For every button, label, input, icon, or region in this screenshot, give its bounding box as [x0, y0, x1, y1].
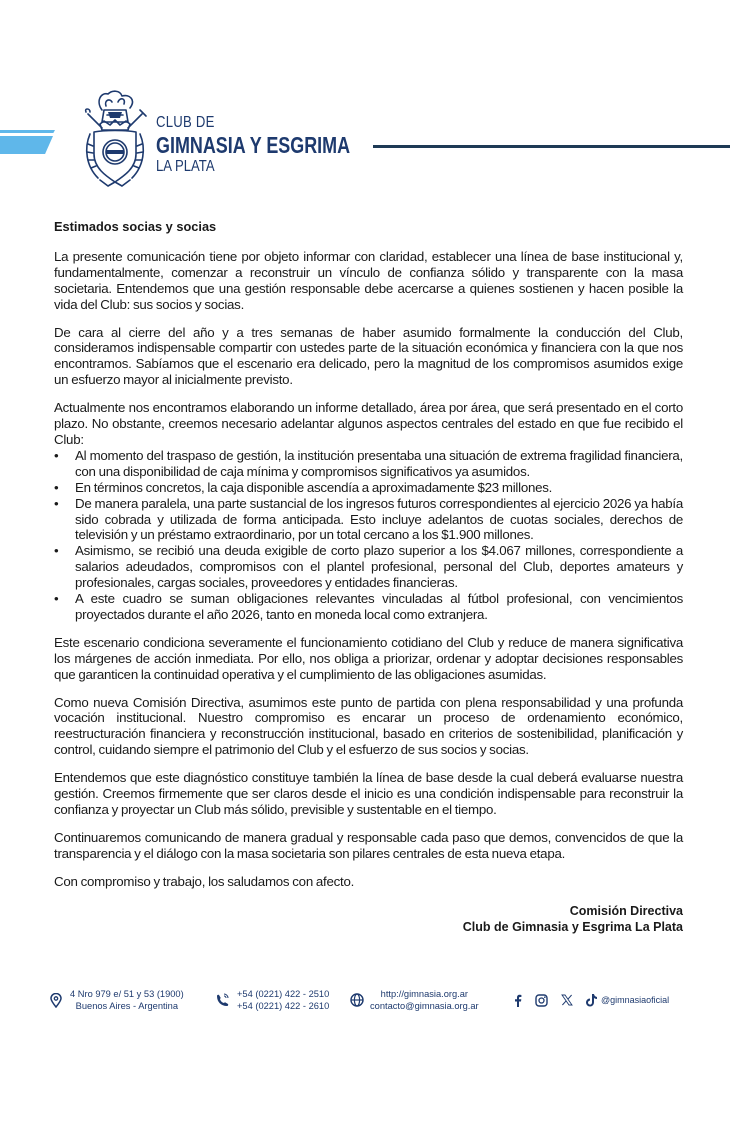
- list-item: [54, 448, 683, 480]
- list-item: [54, 480, 683, 496]
- phone-number-2[interactable]: +54 (0221) 422 - 2610: [237, 1001, 330, 1011]
- club-name-wordmark: [156, 115, 405, 175]
- accent-bar-thin: [0, 130, 55, 133]
- social-handle[interactable]: @gimnasiaoficial: [601, 995, 670, 1005]
- list-item: [54, 496, 683, 544]
- list-item-text: Asimismo, se recibió una deuda exigible de corto plazo superior a los $4.067 millones, correspondiente a salarios adeudados, compromisos con el plantel profesional, personal del Club, deportes amateurs y profesionales, cargas sociales, proveedores y entidades financieras.: [75, 543, 683, 591]
- list-item: [54, 543, 683, 591]
- footer-address: [50, 988, 184, 1012]
- instagram-icon[interactable]: [535, 994, 548, 1007]
- email-link[interactable]: contacto@gimnasia.org.ar: [370, 1001, 479, 1011]
- list-item: [54, 591, 683, 623]
- salutation: Estimados socias y socias: [54, 219, 217, 234]
- address-line-2: Buenos Aires - Argentina: [75, 1001, 179, 1011]
- signature-club: Club de Gimnasia y Esgrima La Plata: [462, 920, 683, 934]
- tiktok-icon[interactable]: [586, 993, 598, 1007]
- list-item-text: Al momento del traspaso de gestión, la institución presentaba una situación de extrema fragilidad financiera, con una disponibilidad de caja mínima y compromisos significativos ya asumidos.: [75, 447, 683, 479]
- logo-line-club-de: CLUB DE: [156, 114, 215, 131]
- paragraph-diagnosis: Entendemos que este diagnóstico constituye también la línea de base desde la cual deberá evaluarse nuestra gestión. Creemos firmemente que ser claros desde el inicio es una condición indispensable para reconstruir la confianza y proyectar un Club más sólido, previsible y sustentable en el tiempo.: [54, 770, 683, 817]
- footer-phone: [215, 988, 329, 1012]
- list-item-text: A este cuadro se suman obligaciones relevantes vinculadas al fútbol profesional, con vencimientos proyectados durante el año 2026, tanto en moneda local como extranjera.: [75, 591, 683, 622]
- location-pin-icon: [50, 993, 62, 1008]
- paragraph-scenario: Este escenario condiciona severamente el funcionamiento cotidiano del Club y reduce de manera significativa los márgenes de acción inmediata. Por ello, nos obliga a priorizar, ordenar y adoptar decisiones responsables que garanticen la continuidad operativa y el cumplimiento de las obligaciones asumidas.: [54, 634, 683, 682]
- list-item-text: De manera paralela, una parte sustancial de los ingresos futuros correspondientes al ejercicio 2026 ya había sido cobrada y utilizada de forma anticipada. Esto incluye adelantos de cuotas sociales, derechos de televisión y un préstamo extraordinario, por un total cercano a los $1.900 millones.: [75, 495, 683, 543]
- facebook-icon[interactable]: [514, 994, 522, 1007]
- paragraph-context: De cara al cierre del año y a tres semanas de haber asumido formalmente la conducción del Club, consideramos indispensable compartir con ustedes parte de la situación económica y financiera con la que nos encontramos. Sabíamos que el escenario era delicado, pero la magnitud de los compromisos asumidos exige un esfuerzo mayor al inicialmente previsto.: [54, 324, 683, 388]
- header-accent-bars: [0, 130, 56, 156]
- footer-social: [514, 993, 669, 1007]
- club-crest-icon: [82, 88, 148, 192]
- globe-icon: [350, 993, 364, 1007]
- bullet-icon: •: [54, 543, 59, 559]
- bullet-icon: •: [54, 479, 59, 495]
- signature-block: [463, 903, 683, 935]
- list-item-text: En términos concretos, la caja disponible ascendía a aproximadamente $23 millones.: [75, 479, 553, 495]
- bullet-icon: •: [54, 447, 59, 463]
- address-line-1: 4 Nro 979 e/ 51 y 53 (1900): [70, 989, 184, 999]
- accent-bar-thick: [0, 136, 53, 154]
- footer-web: [350, 988, 479, 1012]
- signature-committee: Comisión Directiva: [569, 904, 683, 918]
- findings-list: [54, 448, 683, 623]
- header-divider: [373, 145, 730, 148]
- paragraph-intro: La presente comunicación tiene por objeto informar con claridad, establecer una línea de base institucional y, fundamentalmente, comenzar a reconstruir un vínculo de confianza sólido y transparente con la masa societaria. Entendemos que una gestión responsable debe acercarse a quienes sostienen y hacen posible la vida del Club: sus socios y socias.: [54, 248, 683, 312]
- footer: [50, 988, 690, 1018]
- paragraph-commitment: Como nueva Comisión Directiva, asumimos este punto de partida con plena responsabilidad y una profunda vocación institucional. Nuestro compromiso es encarar un proceso de ordenamiento económico, reestructuración financiera y reconstrucción institucional, basado en criterios de sostenibilidad, planificación y control, cuidando siempre el patrimonio del Club y el esfuerzo de sus socios y socias.: [54, 694, 683, 758]
- paragraph-closing: Con compromiso y trabajo, los saludamos con afecto.: [54, 873, 355, 889]
- logo-line-la-plata: LA PLATA: [156, 158, 215, 175]
- paragraph-communication: Continuaremos comunicando de manera gradual y responsable cada paso que demos, convencidos de que la transparencia y el diálogo con la masa societaria son pilares centrales de esta nueva etapa.: [54, 829, 683, 861]
- website-link[interactable]: http://gimnasia.org.ar: [380, 989, 468, 999]
- club-logo: [82, 88, 351, 192]
- phone-number-1[interactable]: +54 (0221) 422 - 2510: [237, 989, 330, 999]
- bullet-icon: •: [54, 591, 59, 607]
- letter-body: [54, 219, 683, 902]
- phone-icon: [215, 993, 229, 1008]
- bullet-icon: •: [54, 495, 59, 511]
- x-icon[interactable]: [561, 994, 573, 1006]
- logo-line-gimnasia: GIMNASIA Y ESGRIMA: [156, 132, 351, 158]
- paragraph-report: Actualmente nos encontramos elaborando un informe detallado, área por área, que será presentado en el corto plazo. No obstante, creemos necesario adelantar algunos aspectos centrales del estado en que fue recibido el Club:: [54, 400, 683, 447]
